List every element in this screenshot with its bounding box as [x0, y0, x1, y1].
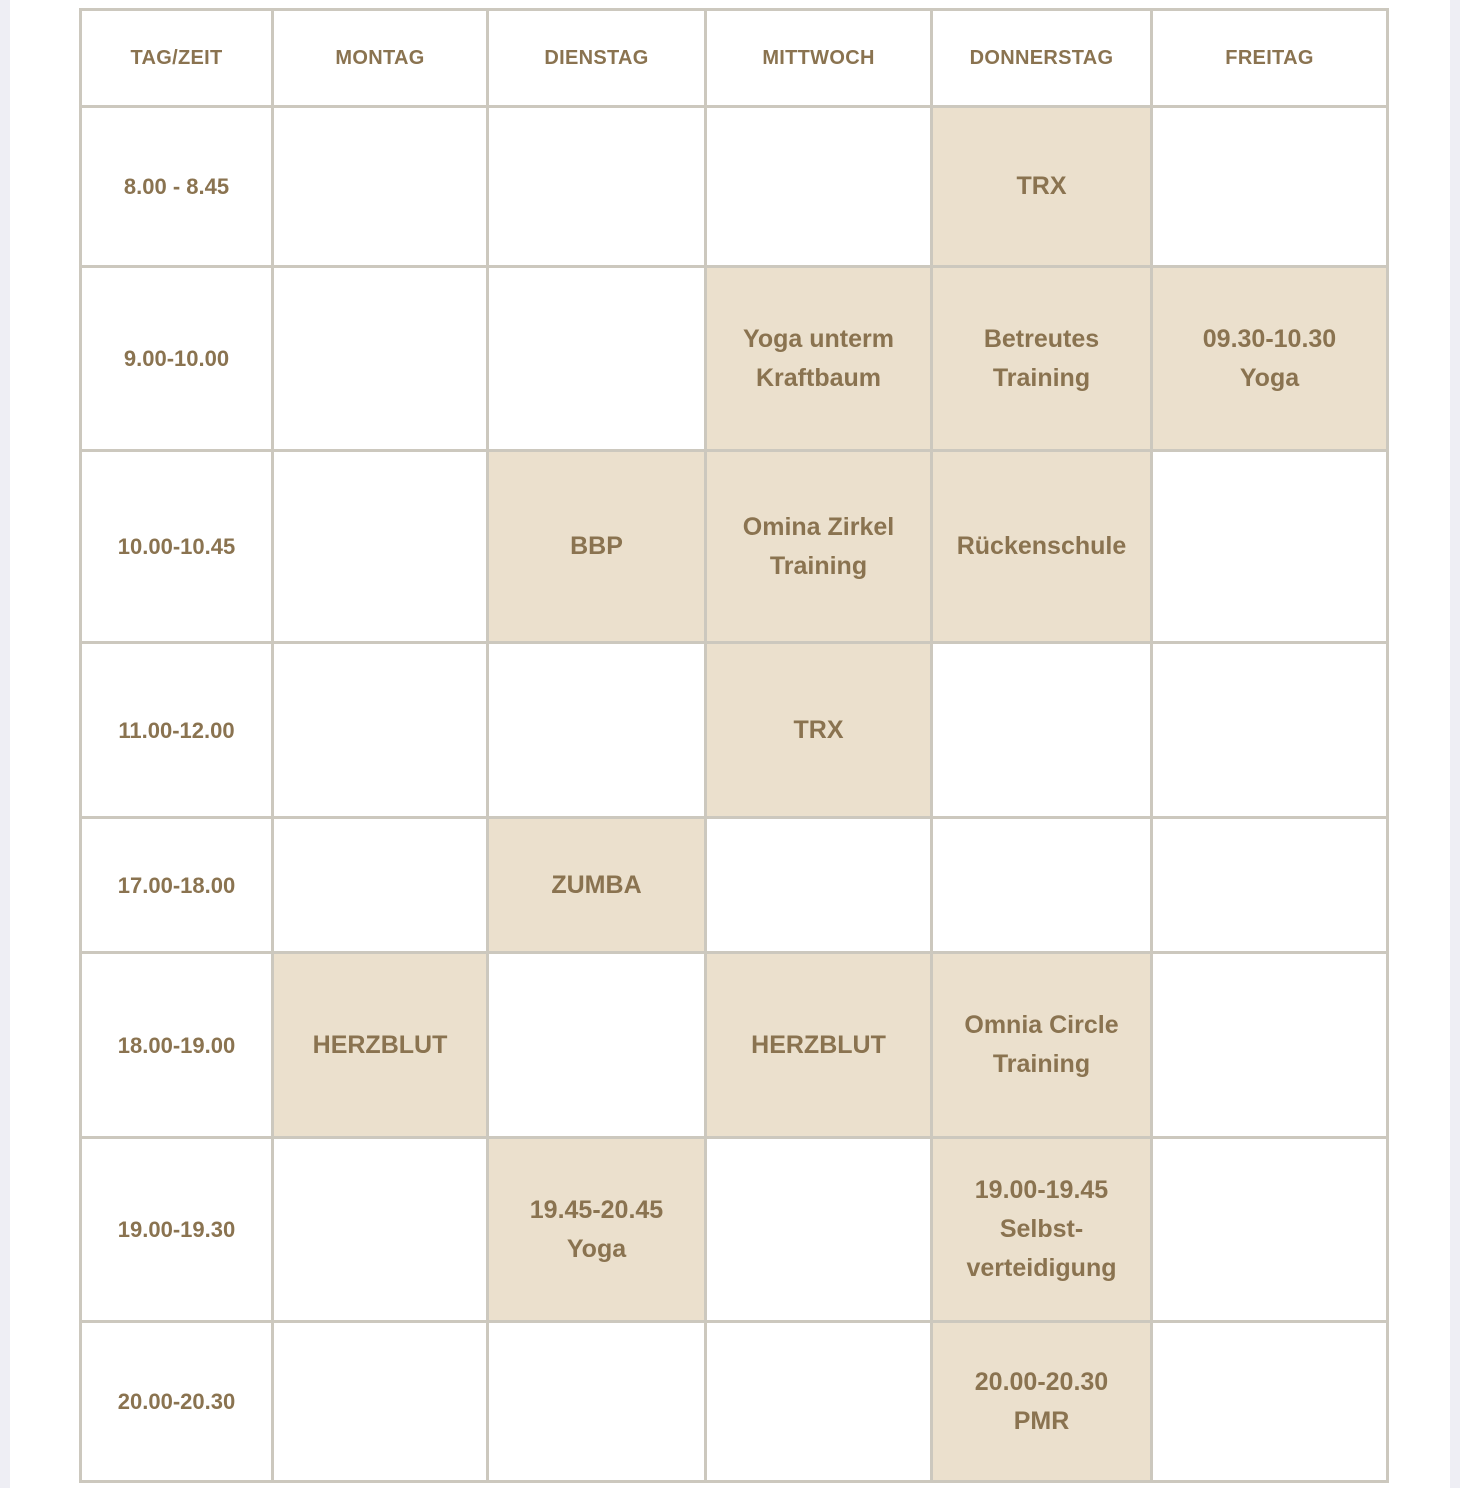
- class-cell-wednesday: [706, 451, 932, 643]
- time-slot: 18.00-19.00: [81, 953, 273, 1138]
- class-cell-thursday: [932, 107, 1152, 267]
- empty-cell-monday: [273, 1138, 488, 1322]
- class-name: Betreutes Training: [983, 324, 1100, 392]
- class-name: BBP: [570, 532, 623, 560]
- class-cell-tuesday: [488, 818, 706, 953]
- header-time: TAG/ZEIT: [81, 10, 273, 107]
- empty-cell-tuesday: [488, 953, 706, 1138]
- class-cell-thursday: [932, 1138, 1152, 1322]
- empty-cell-monday: [273, 643, 488, 818]
- class-name: Omina Zirkel Training: [742, 512, 895, 580]
- empty-cell-monday: [273, 818, 488, 953]
- header-wednesday: MITTWOCH: [706, 10, 932, 107]
- empty-cell-monday: [273, 107, 488, 267]
- header-row: [81, 10, 1388, 107]
- empty-cell-tuesday: [488, 267, 706, 451]
- empty-cell-friday: [1152, 107, 1388, 267]
- table-row: [81, 267, 1388, 451]
- class-name: Yoga unterm Kraftbaum: [743, 324, 894, 392]
- class-cell-tuesday: [488, 451, 706, 643]
- time-slot: 11.00-12.00: [81, 643, 273, 818]
- table-row: [81, 107, 1388, 267]
- header-tuesday: DIENSTAG: [488, 10, 706, 107]
- class-cell-wednesday: [706, 267, 932, 451]
- empty-cell-friday: [1152, 1322, 1388, 1482]
- empty-cell-tuesday: [488, 1322, 706, 1482]
- empty-cell-tuesday: [488, 643, 706, 818]
- class-name: HERZBLUT: [751, 1030, 886, 1059]
- class-name: 20.00-20.30 PMR: [974, 1367, 1109, 1435]
- empty-cell-friday: [1152, 1138, 1388, 1322]
- empty-cell-friday: [1152, 953, 1388, 1138]
- class-cell-wednesday: [706, 953, 932, 1138]
- empty-cell-wednesday: [706, 107, 932, 267]
- time-slot: 19.00-19.30: [81, 1138, 273, 1322]
- class-name: ZUMBA: [551, 870, 642, 899]
- time-slot: 17.00-18.00: [81, 818, 273, 953]
- class-cell-thursday: [932, 953, 1152, 1138]
- time-slot: 8.00 - 8.45: [81, 107, 273, 267]
- empty-cell-monday: [273, 1322, 488, 1482]
- empty-cell-thursday: [932, 818, 1152, 953]
- class-cell-wednesday: [706, 643, 932, 818]
- empty-cell-thursday: [932, 643, 1152, 818]
- class-cell-friday: [1152, 267, 1388, 451]
- class-cell-tuesday: [488, 1138, 706, 1322]
- header-friday: FREITAG: [1152, 10, 1388, 107]
- class-cell-thursday: [932, 1322, 1152, 1482]
- table-row: [81, 451, 1388, 643]
- empty-cell-friday: [1152, 643, 1388, 818]
- class-name: TRX: [1016, 172, 1067, 200]
- class-name: Rückenschule: [956, 532, 1127, 560]
- table-row: [81, 818, 1388, 953]
- class-cell-thursday: [932, 451, 1152, 643]
- class-name: HERZBLUT: [312, 1030, 448, 1059]
- class-name: 09.30-10.30 Yoga: [1202, 324, 1337, 392]
- class-name: 19.45-20.45 Yoga: [529, 1195, 664, 1263]
- empty-cell-wednesday: [706, 1138, 932, 1322]
- class-name: TRX: [793, 715, 844, 744]
- empty-cell-friday: [1152, 451, 1388, 643]
- table-row: [81, 643, 1388, 818]
- empty-cell-wednesday: [706, 1322, 932, 1482]
- class-cell-monday: [273, 953, 488, 1138]
- table-row: [81, 1322, 1388, 1482]
- class-cell-thursday: [932, 267, 1152, 451]
- table-row: [81, 953, 1388, 1138]
- left-edge: [0, 0, 10, 1488]
- empty-cell-wednesday: [706, 818, 932, 953]
- time-slot: 20.00-20.30: [81, 1322, 273, 1482]
- class-name: 19.00-19.45 Selbst- verteidigung: [966, 1176, 1117, 1282]
- time-slot: 10.00-10.45: [81, 451, 273, 643]
- time-slot: 9.00-10.00: [81, 267, 273, 451]
- class-name: Omnia Circle Training: [964, 1011, 1119, 1078]
- empty-cell-friday: [1152, 818, 1388, 953]
- header-monday: MONTAG: [273, 10, 488, 107]
- empty-cell-tuesday: [488, 107, 706, 267]
- header-thursday: DONNERSTAG: [932, 10, 1152, 107]
- empty-cell-monday: [273, 451, 488, 643]
- table-row: [81, 1138, 1388, 1322]
- empty-cell-monday: [273, 267, 488, 451]
- right-edge: [1450, 0, 1460, 1488]
- schedule-table: [79, 8, 1389, 1483]
